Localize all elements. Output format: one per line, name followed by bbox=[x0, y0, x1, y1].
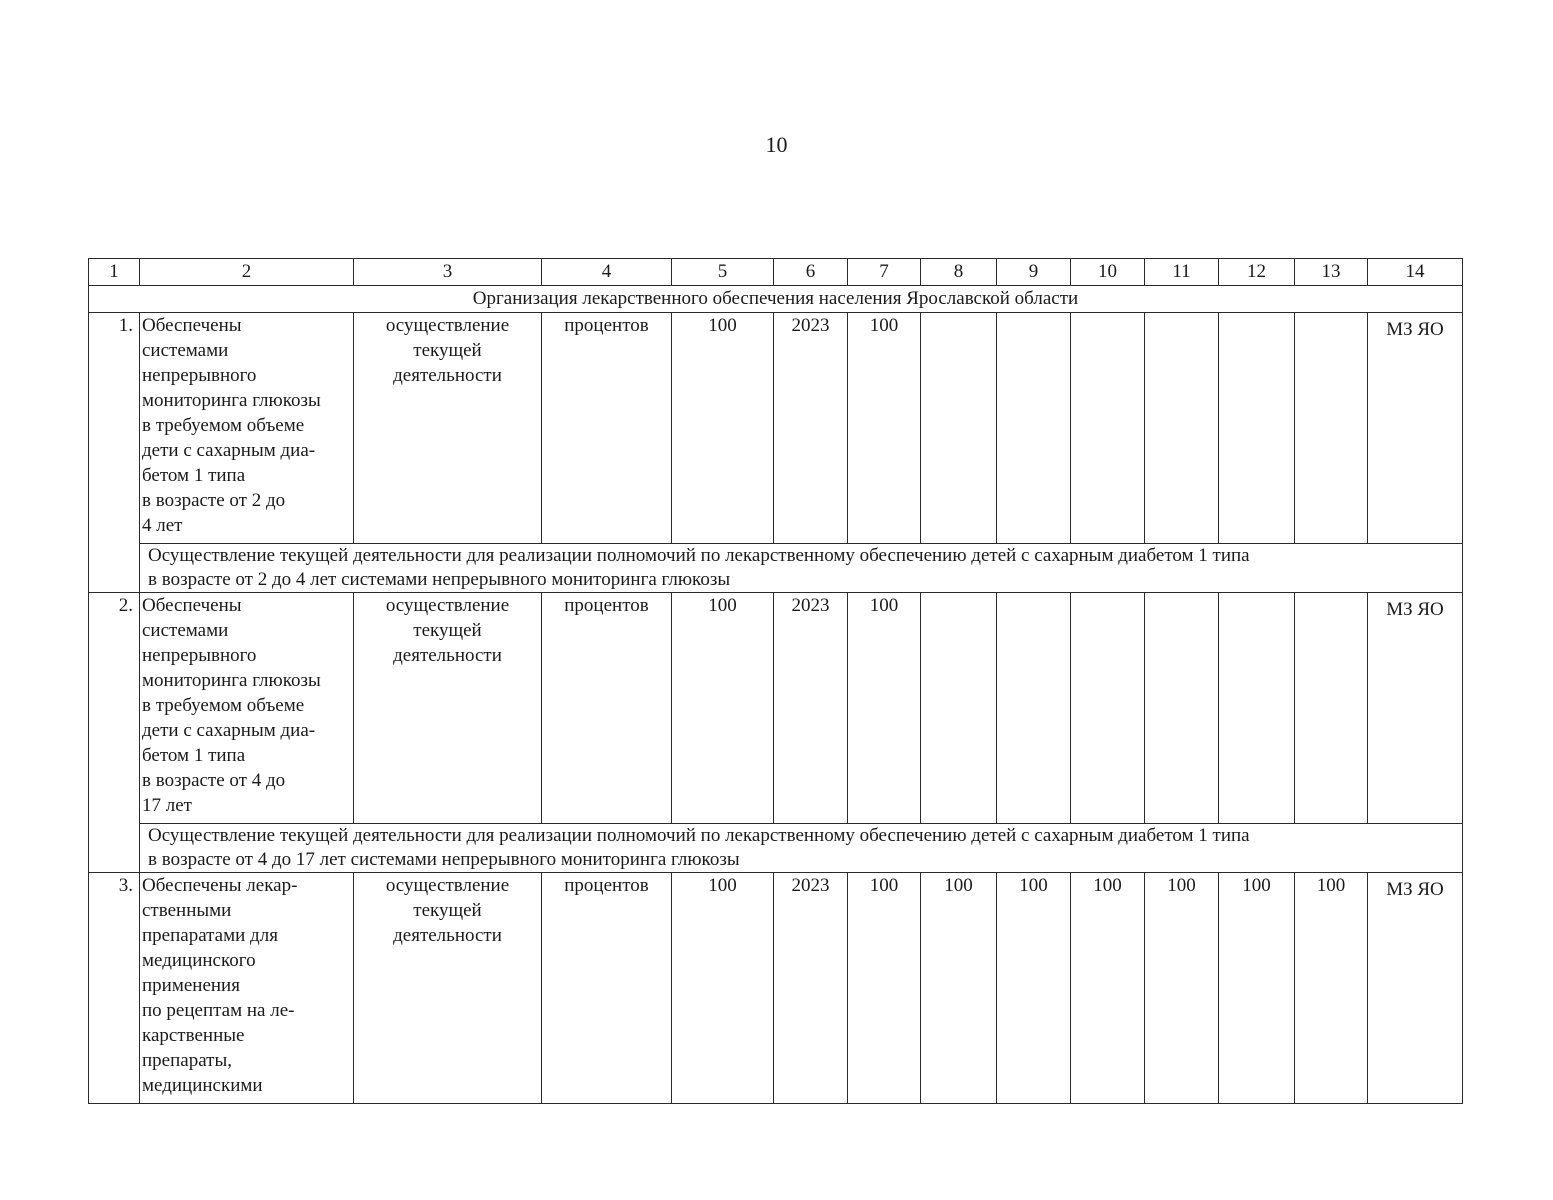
table-row bbox=[89, 313, 1463, 544]
table-row bbox=[89, 873, 1463, 1104]
unit: процентов bbox=[542, 313, 672, 544]
indicator-type: осуществление текущей деятельности bbox=[354, 313, 542, 544]
indicator-type: осуществление текущей деятельности bbox=[354, 873, 542, 1104]
column-header: 2 bbox=[140, 259, 354, 286]
base-value: 100 bbox=[672, 593, 774, 824]
base-year: 2023 bbox=[774, 873, 848, 1104]
value-col-7: 100 bbox=[848, 593, 921, 824]
column-header: 9 bbox=[997, 259, 1071, 286]
base-value: 100 bbox=[672, 313, 774, 544]
indicator-name: Обеспечены лекар- ственными препаратами для медицинского применения по рецептам на ле- карственные препараты, медицинскими bbox=[140, 873, 354, 1104]
value-col-7: 100 bbox=[848, 313, 921, 544]
task-description: Осуществление текущей деятельности для реализации полномочий по лекарственному обеспечению детей с сахарным диабетом 1 типа в возрасте от 4 до 17 лет системами непрерывного мониторинга глюкозы bbox=[140, 824, 1463, 873]
page-number: 10 bbox=[765, 132, 788, 157]
value-col-10 bbox=[1071, 593, 1145, 824]
column-header: 14 bbox=[1368, 259, 1463, 286]
unit: процентов bbox=[542, 873, 672, 1104]
value-col-11 bbox=[1145, 593, 1219, 824]
value-col-9 bbox=[997, 313, 1071, 544]
value-col-13 bbox=[1295, 593, 1368, 824]
column-header: 12 bbox=[1219, 259, 1295, 286]
indicator-type: осуществление текущей деятельности bbox=[354, 593, 542, 824]
task-row bbox=[89, 824, 1463, 873]
section-row bbox=[89, 286, 1463, 313]
value-col-8 bbox=[921, 593, 997, 824]
task-description: Осуществление текущей деятельности для реализации полномочий по лекарственному обеспечению детей с сахарным диабетом 1 типа в возрасте от 2 до 4 лет системами непрерывного мониторинга глюкозы bbox=[140, 544, 1463, 593]
column-header: 1 bbox=[89, 259, 140, 286]
row-number: 2. bbox=[89, 593, 140, 873]
column-header: 5 bbox=[672, 259, 774, 286]
column-header: 8 bbox=[921, 259, 997, 286]
value-col-8: 100 bbox=[921, 873, 997, 1104]
value-col-7: 100 bbox=[848, 873, 921, 1104]
value-col-11 bbox=[1145, 313, 1219, 544]
value-col-9: 100 bbox=[997, 873, 1071, 1104]
row-number: 3. bbox=[89, 873, 140, 1104]
column-header: 4 bbox=[542, 259, 672, 286]
value-col-8 bbox=[921, 313, 997, 544]
base-year: 2023 bbox=[774, 593, 848, 824]
responsible: МЗ ЯО bbox=[1368, 313, 1463, 544]
value-col-13: 100 bbox=[1295, 873, 1368, 1104]
column-header: 11 bbox=[1145, 259, 1219, 286]
value-col-11: 100 bbox=[1145, 873, 1219, 1104]
value-col-12 bbox=[1219, 313, 1295, 544]
value-col-10: 100 bbox=[1071, 873, 1145, 1104]
section-title: Организация лекарственного обеспечения населения Ярославской области bbox=[89, 286, 1463, 313]
value-col-13 bbox=[1295, 313, 1368, 544]
table-row bbox=[89, 593, 1463, 824]
indicator-name: Обеспечены системами непрерывного мониторинга глюкозы в требуемом объеме дети с сахарным диа- бетом 1 типа в возрасте от 4 до 17 лет bbox=[140, 593, 354, 824]
base-value: 100 bbox=[672, 873, 774, 1104]
base-year: 2023 bbox=[774, 313, 848, 544]
value-col-12 bbox=[1219, 593, 1295, 824]
indicator-name: Обеспечены системами непрерывного мониторинга глюкозы в требуемом объеме дети с сахарным диа- бетом 1 типа в возрасте от 2 до 4 лет bbox=[140, 313, 354, 544]
value-col-12: 100 bbox=[1219, 873, 1295, 1104]
column-header: 6 bbox=[774, 259, 848, 286]
column-header: 3 bbox=[354, 259, 542, 286]
unit: процентов bbox=[542, 593, 672, 824]
row-number: 1. bbox=[89, 313, 140, 593]
column-number-header-row bbox=[89, 259, 1463, 286]
responsible: МЗ ЯО bbox=[1368, 593, 1463, 824]
indicators-table bbox=[88, 258, 1463, 1104]
column-header: 10 bbox=[1071, 259, 1145, 286]
value-col-9 bbox=[997, 593, 1071, 824]
task-row bbox=[89, 544, 1463, 593]
column-header: 7 bbox=[848, 259, 921, 286]
value-col-10 bbox=[1071, 313, 1145, 544]
responsible: МЗ ЯО bbox=[1368, 873, 1463, 1104]
column-header: 13 bbox=[1295, 259, 1368, 286]
